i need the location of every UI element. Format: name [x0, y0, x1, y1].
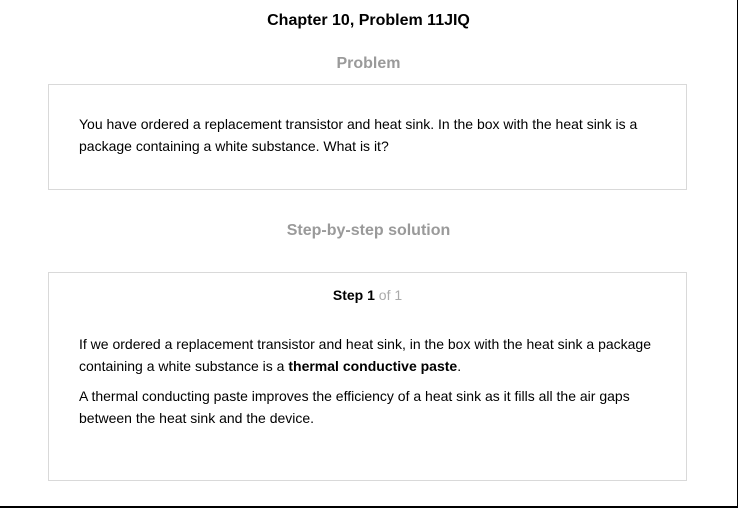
solution-paragraph-1-prefix: If we ordered a replacement transistor and heat sink, in the box with the heat sink a package containing a white substance is a: [79, 336, 651, 374]
solution-card: [48, 272, 687, 481]
step-word: Step: [332, 287, 364, 303]
step-indicator: [49, 287, 686, 303]
solution-paragraph-1: [79, 333, 664, 377]
solution-paragraph-2: A thermal conducting paste improves the efficiency of a heat sink as it fills all the air gaps between the heat sink and the device.: [79, 388, 630, 426]
problem-card: [48, 84, 687, 190]
solution-heading: Step-by-step solution: [286, 222, 451, 239]
problem-heading: Problem: [336, 55, 401, 72]
chapter-title: Chapter 10, Problem 11JIQ: [267, 12, 470, 29]
problem-text: You have ordered a replacement transistor and heat sink. In the box with the heat sink is a package containing a white substance. What is it?: [79, 116, 638, 154]
step-of-total: of 1: [378, 287, 403, 303]
solution-body: [79, 333, 664, 437]
solution-paragraph-1-suffix: .: [457, 358, 462, 374]
step-number: 1: [367, 287, 375, 303]
solution-highlight: thermal conductive paste: [288, 358, 458, 374]
